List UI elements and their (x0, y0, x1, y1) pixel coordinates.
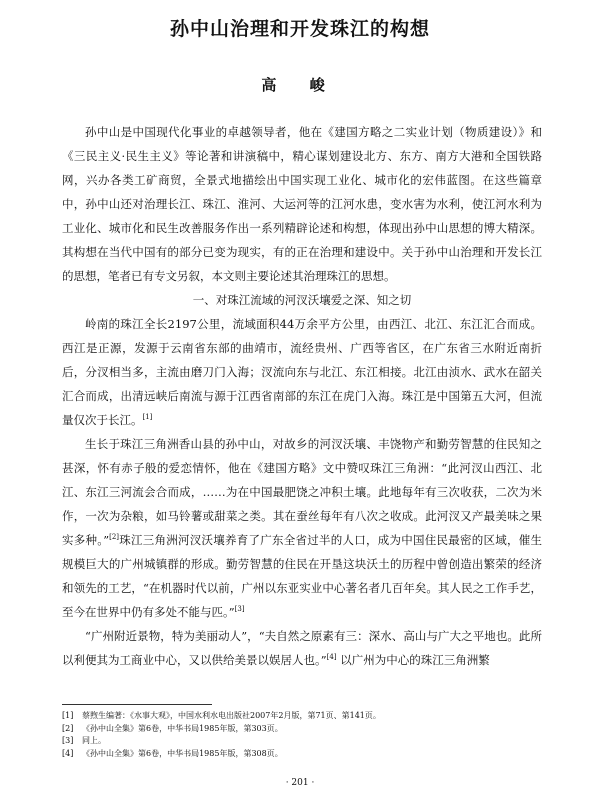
paragraph-intro: 孙中山是中国现代化事业的卓越领导者，他在《建国方略之二实业计划（物质建设）》和《三民主义·民生主义》等论著和讲演稿中，精心谋划建设北方、东方、南方大港和全国铁路网，兴办各类工矿商贸，全景式地描绘出中国实现工业化、城市化的宏伟蓝图。在这些篇章中，孙中山还对治理长江、珠江、淮河、大运河等的江河水患，变水害为水利，使江河水利为工业化、城市化和民生改善服务作出一系列精辟论述和构想，体现出孙中山思想的博大精深。其构想在当代中国有的部分已变为现实，有的正在治理和建设中。关于孙中山治理和开发长江的思想，笔者已有专文另叙，本文则主要论述其治理珠江的思想。 (62, 125, 542, 283)
footnote-ref: [1] (142, 413, 153, 422)
paragraph-pearl-river (62, 312, 542, 432)
footnote-item (62, 723, 542, 736)
article-title: 孙中山治理和开发珠江的构想 (169, 18, 430, 40)
footnote-mark: [2] (62, 723, 74, 733)
footnotes (62, 710, 542, 760)
section-heading: 一、对珠江流域的河汊沃壤爱之深、知之切 (192, 293, 412, 307)
paragraph-text: “广州附近景物，特为美丽动人”，“夫自然之原素有三：深水、高山与广大之平地也。此所以利便其为工商业中心，又以供给美景以娱居人也。” (62, 629, 542, 667)
footnote-mark: [4] (62, 748, 74, 758)
page-number: · 201 · (285, 778, 315, 788)
footnote-item (62, 710, 542, 723)
footnote-divider (62, 704, 212, 705)
paragraph-text: 生长于珠江三角洲香山县的孙中山，对故乡的河汊沃壤、丰饶物产和勤劳智慧的住民知之甚深，怀有赤子般的爱恋情怀，他在《建国方略》文中赞叹珠江三角洲：“此河汊山西江、北江、东江三河流会合而成，……为在中国最肥饶之冲积土壤。此地每年有三次收获，二次为米作，一次为杂粮，如马铃薯或甜菜之类。其在蚕丝每年有八次之收成。此河汊又产最美味之果实多种。” (62, 437, 542, 547)
footnote-ref: [2] (109, 533, 120, 542)
paragraph-delta (62, 432, 542, 624)
paragraph-text: 珠江三角洲河汊沃壤养育了广东全省过半的人口，成为中国住民最密的区域，催生规模巨大的广州城镇群的形成。勤劳智慧的住民在开垦这块沃土的历程中曾创造出繁荣的经济和领先的工艺，“在机器时代以前，广州以东亚实业中心著名者几百年矣。其人民之工作手艺，至今在世界中仍有多处不能与匹。” (62, 533, 542, 619)
paragraph-text: 以广州为中心的珠江三角洲繁 (340, 653, 490, 667)
footnote-text: 同上。 (82, 736, 106, 745)
paragraph-guangzhou (62, 624, 542, 672)
paragraph-text: 岭南的珠江全长2197公里，流域面积44万余平方公里，由西江、北江、东江汇合而成。西江是正源，发源于云南省东部的曲靖市，流经贵州、广西等省区，在广东省三水附近南折后，分汊相当多，主流由磨刀门入海；汊流向东与北江、东江相接。北江由浈水、武水在韶关汇合而成，出清远峡后南流与源于江西省南部的东江在虎门入海。珠江是中国第五大河，但流量仅次于长江。 (62, 317, 542, 427)
footnote-item (62, 735, 542, 748)
footnote-text: 《孙中山全集》第6卷，中华书局1985年版，第308页。 (82, 748, 283, 758)
footnote-ref: [3] (234, 605, 245, 614)
footnote-mark: [3] (62, 736, 74, 745)
footnote-mark: [1] (62, 711, 74, 720)
article-body (62, 120, 542, 672)
footnote-item (62, 748, 542, 761)
footnote-text: 蔡煦生编著：《水事大观》，中国水利水电出版社2007年2月版，第71页、第141页。 (82, 711, 381, 720)
footnote-ref: [4] (326, 653, 337, 662)
footnote-text: 《孙中山全集》第6卷，中华书局1985年版，第303页。 (82, 723, 283, 733)
author-name: 高 峻 (261, 76, 339, 94)
